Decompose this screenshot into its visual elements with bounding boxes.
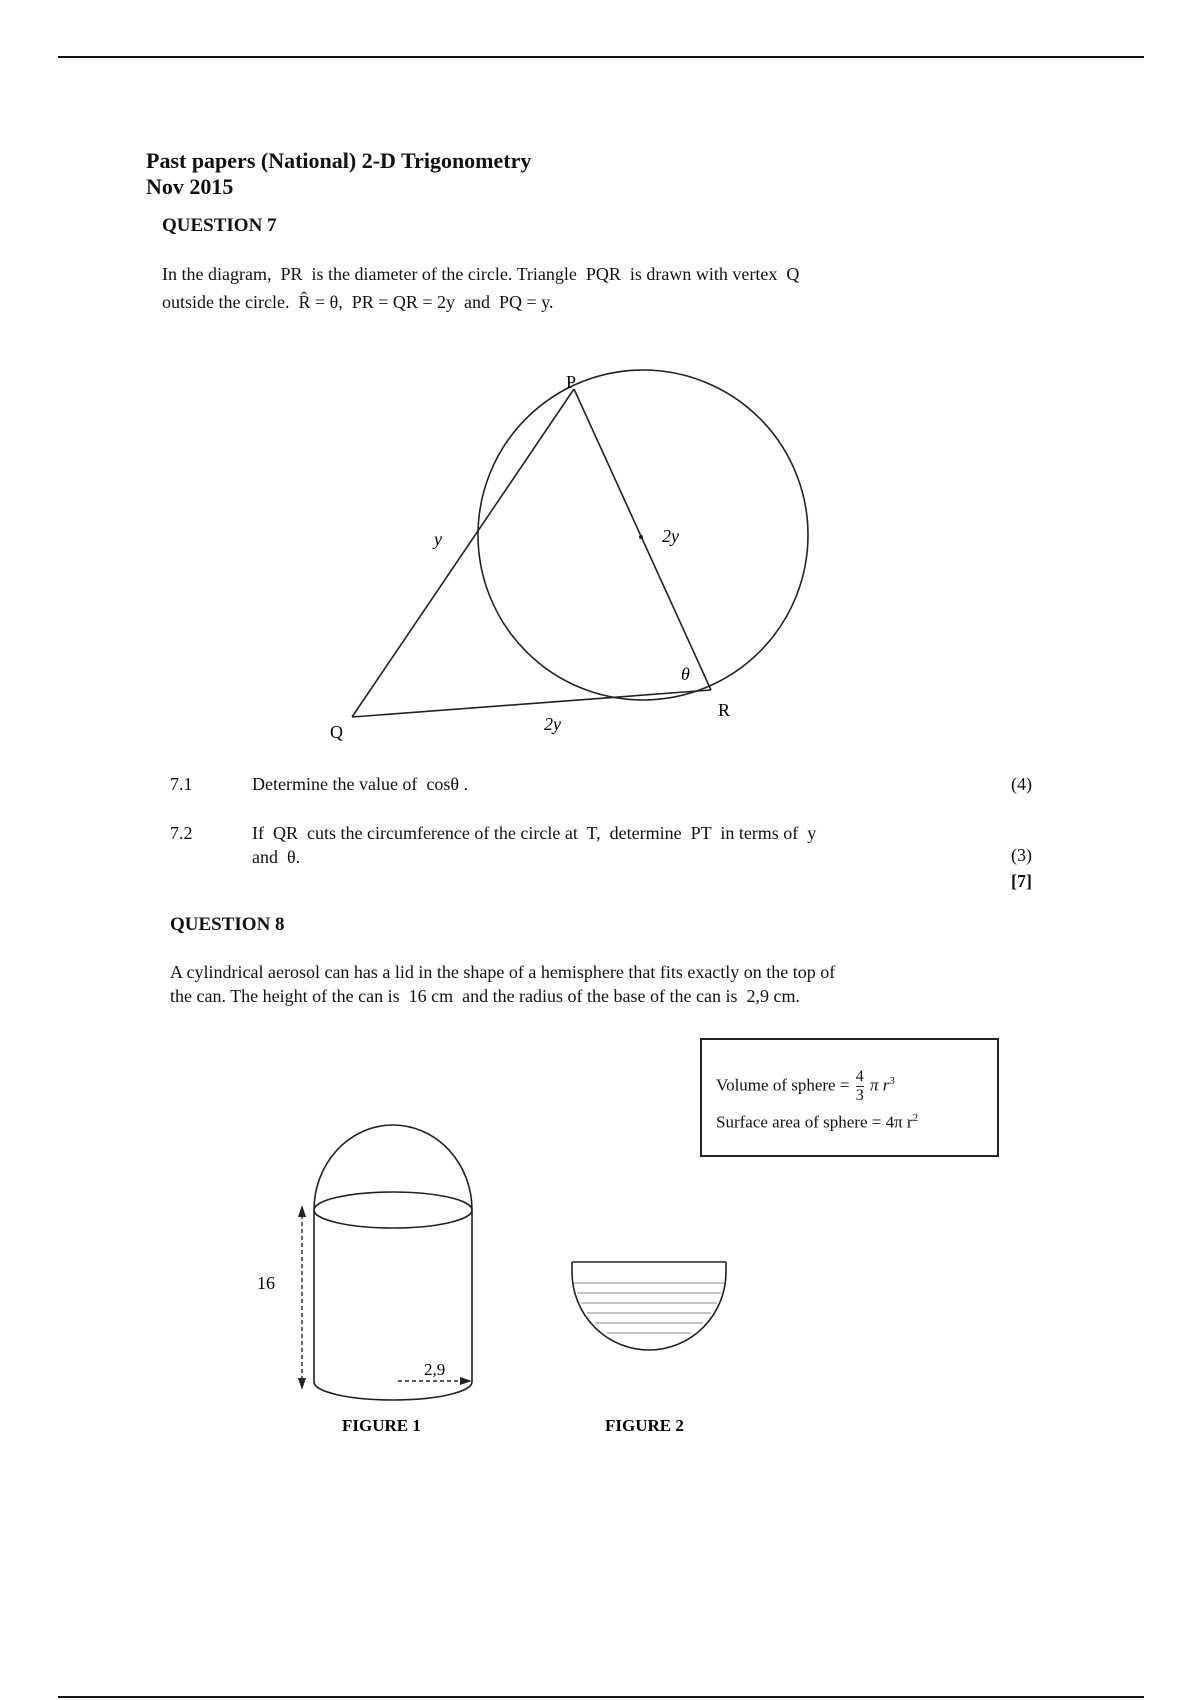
question-8-intro-line-2: the can. The height of the can is 16 cm and the radius of the base of the can is 2,9 cm. bbox=[170, 986, 800, 1006]
figure-1-base-curve bbox=[314, 1382, 472, 1400]
figure-2-caption: FIGURE 2 bbox=[605, 1416, 684, 1435]
volume-denominator: 3 bbox=[855, 1087, 864, 1104]
question-7-intro-line-1: In the diagram, PR is the diameter of the circle. Triangle PQR is drawn with vertex Q bbox=[162, 264, 800, 284]
figure-1-top-ellipse bbox=[314, 1192, 472, 1228]
figure-1-height-arrow-top bbox=[298, 1205, 306, 1217]
label-angle-theta: θ bbox=[681, 664, 690, 684]
surface-exponent: 2 bbox=[912, 1112, 919, 1124]
surface-label: Surface area of sphere = 4π r bbox=[716, 1112, 913, 1132]
part-7-2-text-line-2: and θ. bbox=[252, 847, 301, 867]
volume-rest: π r bbox=[869, 1075, 890, 1095]
label-q: Q bbox=[330, 722, 343, 742]
label-p: P bbox=[566, 372, 577, 392]
label-pr-length: 2y bbox=[662, 526, 679, 546]
figure-1-caption: FIGURE 1 bbox=[342, 1416, 421, 1435]
figure-1-height-label: 16 bbox=[257, 1273, 275, 1293]
figure-1-radius-arrow-head bbox=[460, 1377, 472, 1385]
part-7-1-marks: (4) bbox=[1011, 774, 1032, 794]
bottom-rule bbox=[58, 1696, 1144, 1698]
question-7-total: [7] bbox=[1011, 871, 1032, 891]
part-7-2-text-line-1: If QR cuts the circumference of the circle at T, determine PT in terms of y bbox=[252, 823, 817, 843]
figure-2-bowl-curve bbox=[572, 1272, 726, 1350]
part-7-1-number: 7.1 bbox=[170, 774, 193, 794]
volume-exponent: 3 bbox=[889, 1074, 895, 1087]
label-r: R bbox=[718, 700, 731, 720]
figure-1-height-arrow-bottom bbox=[298, 1378, 306, 1390]
figure-1-radius-label: 2,9 bbox=[424, 1360, 446, 1379]
question-8-heading: QUESTION 8 bbox=[170, 914, 285, 935]
part-7-2-marks: (3) bbox=[1011, 845, 1032, 865]
volume-label: Volume of sphere = bbox=[716, 1075, 850, 1095]
question-8-intro-line-1: A cylindrical aerosol can has a lid in the shape of a hemisphere that fits exactly on the top of bbox=[170, 962, 836, 982]
document-title: Past papers (National) 2-D Trigonometry bbox=[146, 148, 532, 173]
label-pq-length: y bbox=[434, 529, 442, 549]
part-7-1-text: Determine the value of cosθ . bbox=[252, 774, 469, 794]
part-7-2-number: 7.2 bbox=[170, 823, 193, 843]
label-qr-length: 2y bbox=[544, 714, 561, 734]
document-session: Nov 2015 bbox=[146, 174, 234, 199]
question-7-intro-line-2: outside the circle. R̂ = θ, PR = QR = 2y and PQ = y. bbox=[162, 292, 554, 312]
question-7-heading: QUESTION 7 bbox=[162, 215, 277, 236]
volume-numerator: 4 bbox=[855, 1068, 864, 1085]
